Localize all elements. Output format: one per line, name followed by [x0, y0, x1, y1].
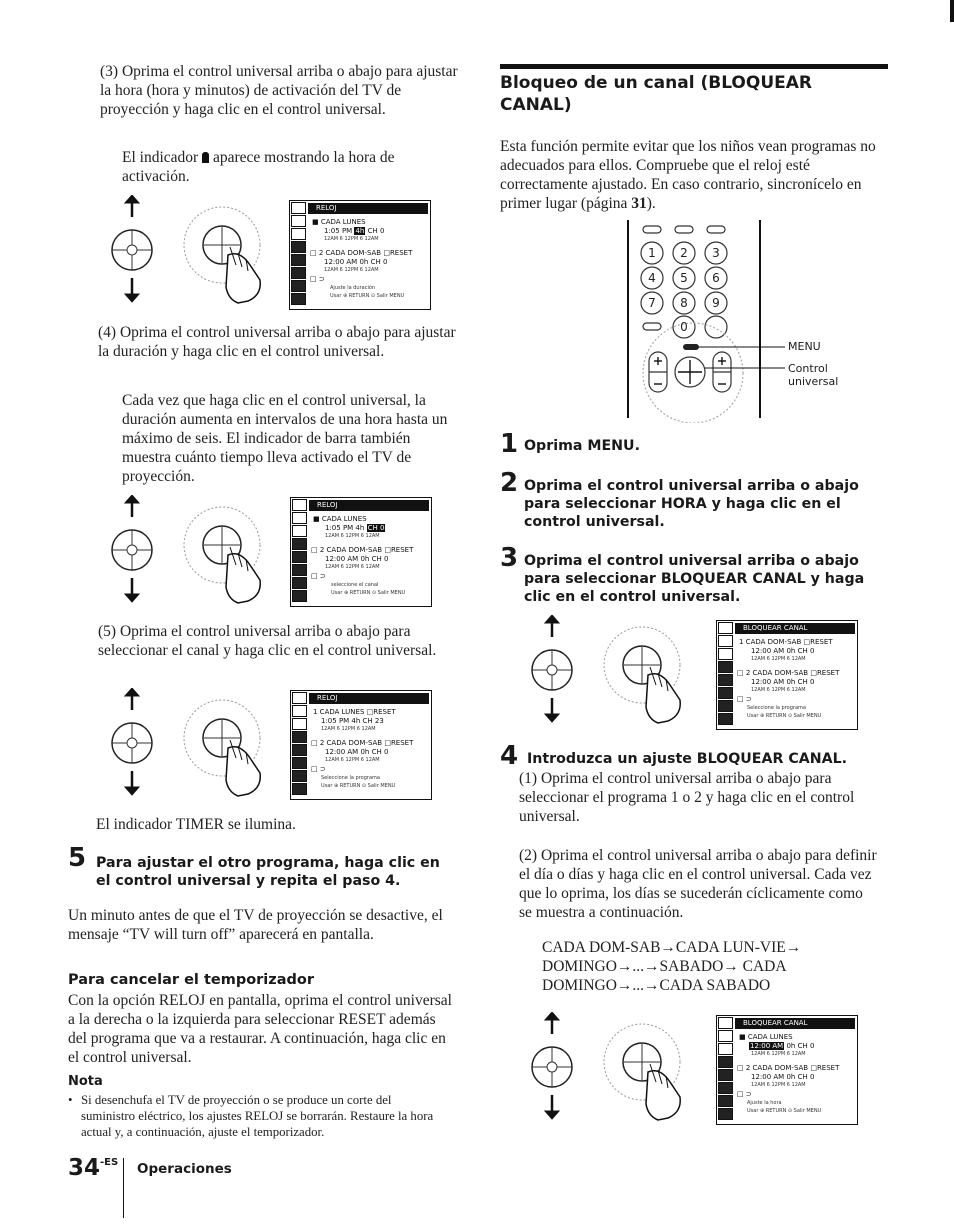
keypad-key-3: 3: [712, 246, 720, 260]
keypad-key-2: 2: [680, 246, 688, 260]
step5-text: Para ajustar el otro programa, haga clic en el control universal y repita el paso 4.: [96, 855, 440, 889]
osd-bloquear-time: BLOQUEAR CANAL ■ CADA LUNES 12:00 AM 0h CH 0 12AM 6 12PM 6 12AM □ 2 CADA DOM-SAB □RESET 12:00 AM 0h CH 0 12AM 6 12PM 6 12AM □ ⊃ Ajuste la hora Usar ⊕ RETURN ⊙ Salir MENU: [716, 1015, 858, 1125]
joystick-up-down-illustration-2: [110, 495, 290, 635]
step4-sub4-text: (4) Oprima el control universal arriba o abajo para ajustar la duración y haga clic en el control universal.: [98, 324, 456, 360]
day-cycle: CADA DOM-SAB→CADA LUN-VIE→ DOMINGO→...→SABADO→ CADA DOMINGO→...→CADA SABADO: [542, 939, 802, 994]
joystick-up-down-illustration-3: [110, 688, 290, 828]
nota-heading: Nota: [68, 1074, 103, 1089]
step5-body: Un minuto antes de que el TV de proyección se desactive, el mensaje “TV will turn off” aparecerá en pantalla.: [68, 907, 443, 943]
joystick-label: Control universal: [788, 362, 839, 388]
section-name: Operaciones: [137, 1161, 232, 1177]
step1-text: Oprima MENU.: [524, 438, 640, 454]
keypad-key-6: 6: [712, 271, 720, 285]
step2-text: Oprima el control universal arriba o abajo para seleccionar HORA y haga clic en el control universal.: [524, 478, 859, 530]
timer-bell-icon: [202, 152, 209, 163]
step4-sub2-text: (2) Oprima el control universal arriba o abajo para definir el día o días y haga clic en el control universal. Cada vez que lo oprima, los días se sucederán cíclicamente como se muestra a continuación.: [519, 847, 877, 921]
step4-sub5-text: (5) Oprima el control universal arriba o abajo para seleccionar el canal y haga clic en el control universal.: [98, 623, 437, 659]
section-intro: Esta función permite evitar que los niños vean programas no adecuados para ellos. Compruebe que el reloj esté correctamente ajustado. En caso contrario, sincronícelo en primer lugar (página 31).: [500, 138, 876, 212]
nota-item: • Si desenchufa el TV de proyección o se produce un corte del suministro eléctrico, los ajustes RELOJ se borrarán. Restaure la hora actual y, a continuación, ajuste el temporizador.: [68, 1093, 434, 1139]
cancel-heading: Para cancelar el temporizador: [68, 972, 314, 988]
step2-number: 2: [500, 468, 519, 498]
osd-bloquear-program: BLOQUEAR CANAL 1 CADA DOM-SAB □RESET 12:00 AM 0h CH 0 12AM 6 12PM 6 12AM □ 2 CADA DOM-SAB □RESET 12:00 AM 0h CH 0 12AM 6 12PM 6 12AM □ ⊃ Seleccione la programa Usar ⊕ RETURN ⊙ Salir MENU: [716, 620, 858, 730]
step4-sub1-text: (1) Oprima el control universal arriba o abajo para seleccionar el programa 1 o 2 y haga clic en el control universal.: [519, 770, 855, 825]
keypad-key-9: 9: [712, 296, 720, 310]
step4-sub3-text: (3) Oprima el control universal arriba o abajo para ajustar la hora (hora y minutos) de activación del TV de proyección y haga clic en el control universal.: [100, 63, 458, 118]
joystick-up-down-illustration-4: [530, 615, 710, 755]
keypad-key-1: 1: [648, 246, 656, 260]
page-number: $34^{-ES}$: [68, 1155, 119, 1181]
section-heading: Bloqueo de un canal (BLOQUEAR CANAL): [500, 73, 812, 115]
joystick-up-down-illustration: [110, 195, 290, 335]
keypad-key-8: 8: [680, 296, 688, 310]
remote-control-illustration: [625, 218, 855, 423]
keypad-key-5: 5: [680, 271, 688, 285]
keypad-key-7: 7: [648, 296, 656, 310]
edge-tab-mark: [950, 0, 954, 22]
joystick-up-down-illustration-5: [530, 1012, 710, 1152]
timer-lit-note: El indicador TIMER se ilumina.: [96, 816, 296, 833]
keypad-key-0: 0: [680, 320, 688, 334]
step3-number: 3: [500, 543, 519, 573]
timer-indicator-note: El indicador aparece mostrando la hora de activación.: [122, 149, 395, 185]
step5-number: 5: [68, 843, 87, 873]
step3-text: Oprima el control universal arriba o abajo para seleccionar BLOQUEAR CANAL y haga clic en el control universal.: [524, 553, 865, 605]
duration-detail: Cada vez que haga clic en el control universal, la duración aumenta en intervalos de una hora hasta un máximo de seis. El indicador de barra también muestra cuánto tiempo lleva activado el TV de proyección.: [122, 392, 448, 485]
heading-rule: [500, 64, 888, 69]
step4-text: Introduzca un ajuste BLOQUEAR CANAL.: [527, 751, 848, 767]
osd-reloj-duration: RELOJ ■ CADA LUNES 1:05 PM 4h CH 0 12AM 6 12PM 6 12AM □ 2 CADA DOM-SAB □RESET 12:00 AM 0h CH 0 12AM 6 12PM 6 12AM □ ⊃ Ajuste la duración Usar ⊕ RETURN ⊙ Salir MENU: [289, 200, 431, 310]
bullet-icon: •: [68, 1093, 73, 1107]
menu-button-label: MENU: [788, 340, 821, 353]
step1-number: 1: [500, 429, 519, 459]
step4-number: 4: [500, 741, 519, 771]
keypad-key-4: 4: [648, 271, 656, 285]
cancel-body: Con la opción RELOJ en pantalla, oprima el control universal a la derecha o la izquierda para seleccionar RESET además del programa que va a restaurar. A continuación, haga clic en el control universal.: [68, 992, 452, 1066]
osd-reloj-channel: RELOJ ■ CADA LUNES 1:05 PM 4h CH 0 12AM 6 12PM 6 12AM □ 2 CADA DOM-SAB □RESET 12:00 AM 0h CH 0 12AM 6 12PM 6 12AM □ ⊃ seleccione el canal Usar ⊕ RETURN ⊙ Salir MENU: [290, 497, 432, 607]
footer-divider: [123, 1158, 124, 1218]
osd-reloj-program: RELOJ 1 CADA LUNES □RESET 1:05 PM 4h CH 23 12AM 6 12PM 6 12AM □ 2 CADA DOM-SAB □RESET 12:00 AM 0h CH 0 12AM 6 12PM 6 12AM □ ⊃ Seleccione la programa Usar ⊕ RETURN ⊙ Salir MENU: [290, 690, 432, 800]
